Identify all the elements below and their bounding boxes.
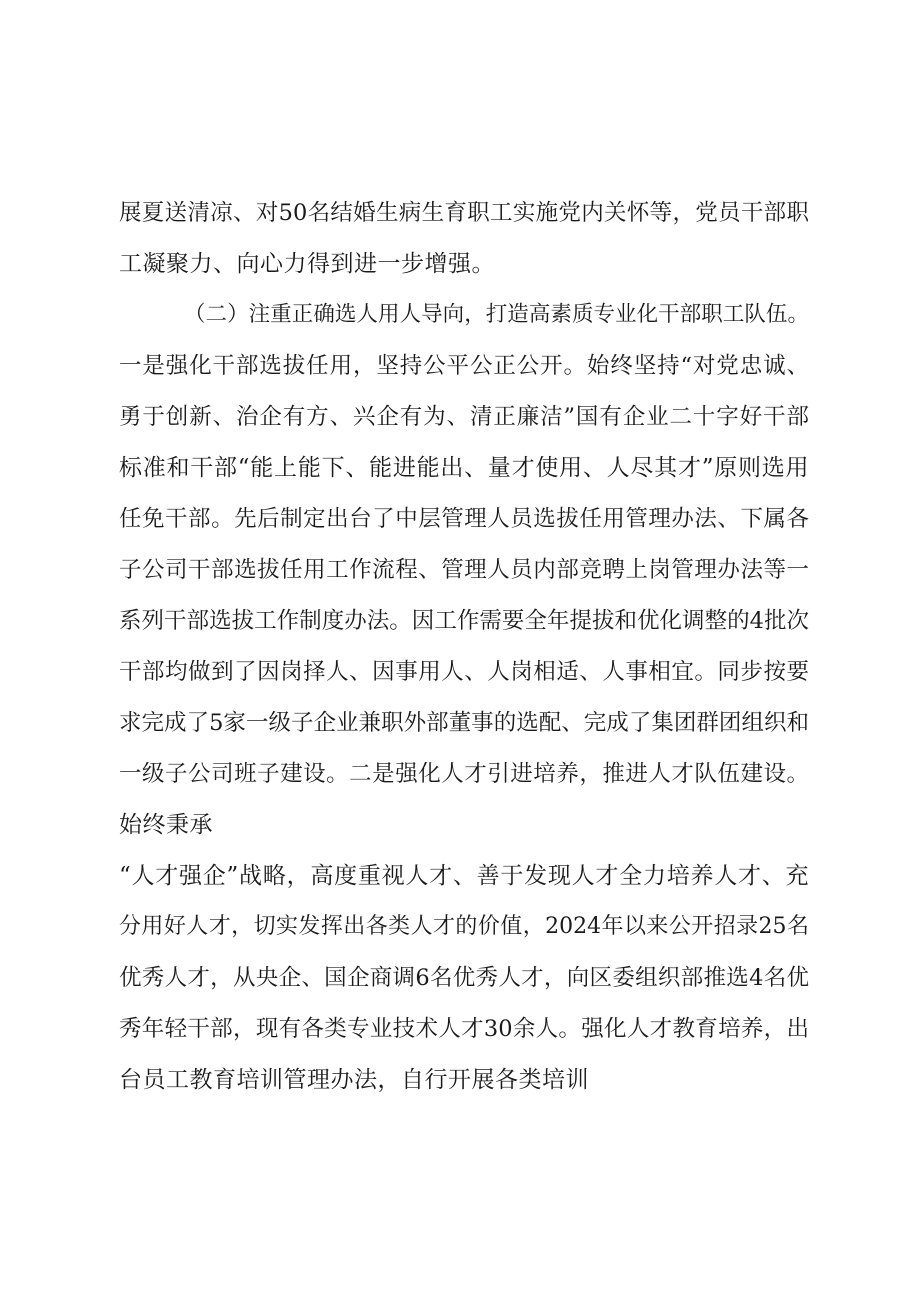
text-line-18: 台员工教育培训管理办法，自行开展各类培训 — [119, 1067, 589, 1093]
text-line-8: 子公司干部选拔任用工作流程、管理人员内部竞聘上岗管理办法等一 — [119, 557, 809, 583]
section-heading-2: （二）注重正确选人用人导向，打造高素质专业化干部职工队伍。 — [184, 302, 809, 327]
text-line-12: 一级子公司班子建设。二是强化人才引进培养，推进人才队伍建设。 — [119, 761, 809, 787]
text-line-11: 求完成了5家一级子企业兼职外部董事的选配、完成了集团群团组织和 — [119, 710, 809, 736]
text-line-7: 任免干部。先后制定出台了中层管理人员选拔任用管理办法、下属各 — [119, 506, 809, 532]
text-line-15: 分用好人才，切实发挥出各类人才的价值，2024年以来公开招录25名 — [119, 914, 809, 939]
text-line-16: 优秀人才，从央企、国企商调6名优秀人才，向区委组织部推选4名优 — [119, 965, 809, 991]
text-line-5: 勇于创新、治企有方、兴企有为、清正廉洁”国有企业二十字好干部 — [119, 404, 809, 430]
text-line-1: 展夏送清凉、对50名结婚生病生育职工实施党内关怀等，党员干部职 — [119, 200, 809, 226]
text-line-17: 秀年轻干部，现有各类专业技术人才30余人。强化人才教育培养，出 — [119, 1016, 809, 1042]
text-line-9: 系列干部选拔工作制度办法。因工作需要全年提拔和优化调整的4批次 — [119, 608, 809, 634]
text-line-4: 一是强化干部选拔任用，坚持公平公正公开。始终坚持“对党忠诚、 — [119, 353, 809, 379]
text-line-6: 标准和干部“能上能下、能进能出、量才使用、人尽其才”原则选用 — [119, 455, 809, 481]
text-line-10: 干部均做到了因岗择人、因事用人、人岗相适、人事相宜。同步按要 — [119, 659, 809, 685]
text-line-2: 工凝聚力、向心力得到进一步增强。 — [119, 251, 495, 277]
text-line-14: “人才强企”战略，高度重视人才、善于发现人才全力培养人才、充 — [119, 863, 809, 889]
text-line-13: 始终秉承 — [119, 812, 213, 838]
